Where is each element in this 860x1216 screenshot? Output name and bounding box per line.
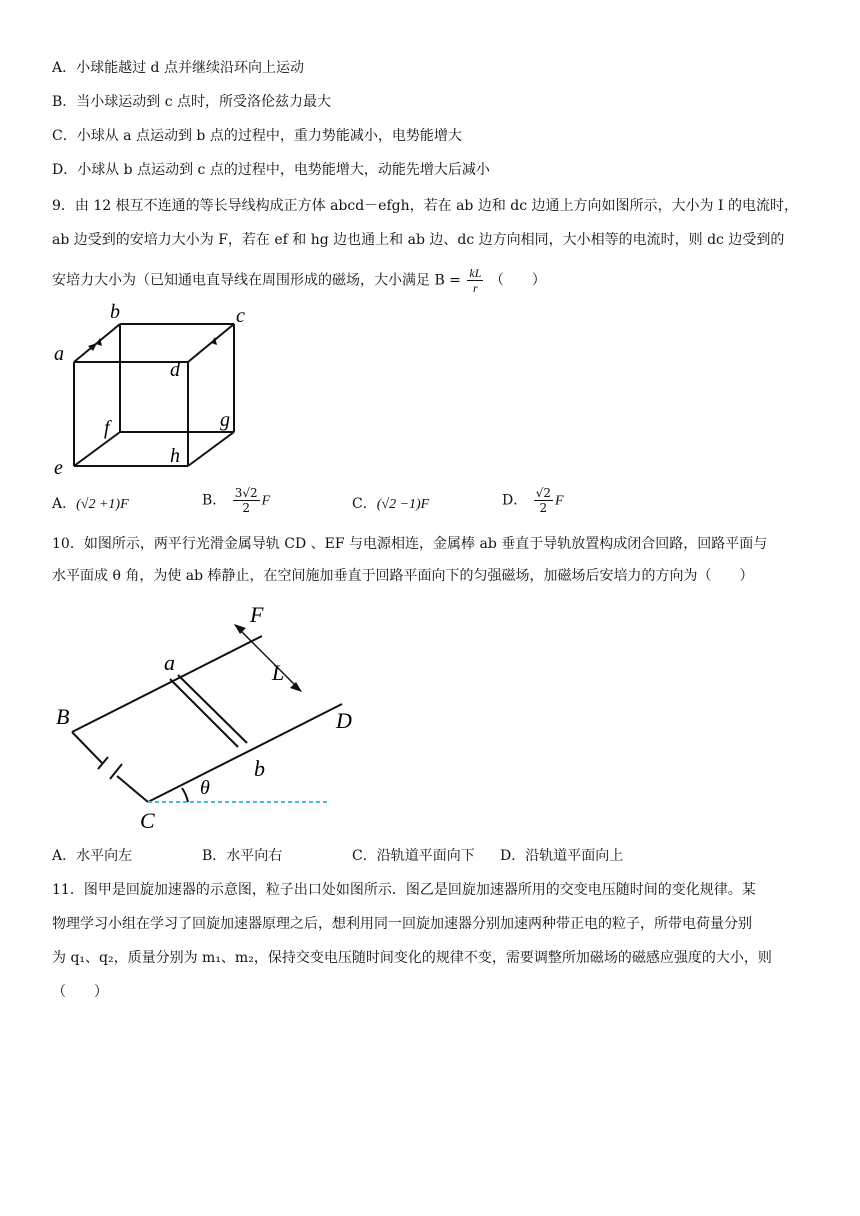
- label-b: b: [254, 756, 265, 781]
- q9-option-d-tail: F: [554, 493, 564, 509]
- label-D: D: [336, 708, 352, 733]
- q8-option-b: B．当小球运动到 c 点时，所受洛伦兹力最大: [52, 94, 332, 110]
- label-L: L: [272, 660, 285, 685]
- q9-option-c-expr: (√2 −1)F: [376, 497, 430, 512]
- q9-option-c-label: C．: [352, 496, 377, 512]
- q9-option-b: [202, 486, 270, 515]
- q9-option-d-label: D．: [502, 492, 528, 509]
- label-a: a: [54, 343, 64, 365]
- q8-option-a: A．小球能越过 d 点并继续沿环向上运动: [52, 60, 304, 76]
- wire-battery-c: [117, 776, 148, 802]
- q9-option-b-tail: F: [261, 493, 271, 509]
- l-arrow-bottom: [290, 682, 302, 692]
- q9-option-a-label: A．: [52, 496, 77, 512]
- q9-option-a: [52, 494, 129, 515]
- battery-plate-2: [110, 764, 122, 779]
- q11-stem-line2: 物理学习小组在学习了回旋加速器原理之后，想利用同一回旋加速器分别加速两种带正电的粒子，所带电荷量分别: [52, 916, 752, 932]
- q11-stem-line4: （ ）: [52, 984, 108, 1000]
- q8-option-c: C．小球从 a 点运动到 b 点的过程中，重力势能减小，电势能增大: [52, 128, 462, 144]
- q10-option-a: A．水平向左: [52, 848, 133, 864]
- label-d: d: [170, 359, 180, 381]
- q11-stem-line3: 为 q₁、q₂，质量分别为 m₁、m₂，保持交变电压随时间变化的规律不变，需要调整所加磁场的磁感应强度的大小，则: [52, 950, 772, 966]
- q9-option-d-numerator: √2: [535, 486, 551, 500]
- label-f: f: [104, 417, 110, 439]
- q9-option-c: [352, 494, 429, 515]
- edge-hg: [188, 432, 234, 466]
- q10-option-b: B．水平向右: [202, 848, 283, 864]
- q9-stem-line2: ab 边受到的安培力大小为 F，若在 ef 和 hg 边也通上和 ab 边、dc 边方向相同，大小相等的电流时，则 dc 边受到的: [52, 232, 785, 248]
- q9-stem-line3: [52, 266, 546, 295]
- label-e: e: [54, 457, 63, 478]
- label-h: h: [170, 445, 180, 467]
- q10-option-d: D．沿轨道平面向上: [500, 848, 624, 864]
- edge-ef: [74, 432, 120, 466]
- q9-option-d-denominator: 2: [539, 501, 548, 515]
- q9-stem-line1: 9．由 12 根互不连通的等长导线构成正方体 abcd－efgh，若在 ab 边和 dc 边通上方向如图所示，大小为 I 的电流时，: [52, 198, 798, 214]
- rail-cd: [148, 704, 342, 802]
- label-F: F: [250, 602, 264, 627]
- label-b: b: [110, 301, 120, 323]
- q11-stem-line1: 11．图甲是回旋加速器的示意图，粒子出口处如图所示．图乙是回旋加速器所用的交变电压随时间的变化规律。某: [52, 882, 756, 898]
- q9-stem-line3-suffix: （ ）: [489, 272, 546, 289]
- label-theta: θ: [200, 777, 210, 799]
- q9-formula-denominator: r: [473, 281, 478, 295]
- label-c: c: [236, 305, 245, 327]
- wire-b-battery: [72, 732, 102, 763]
- cube-figure: [48, 300, 258, 478]
- distance-l-line: [235, 625, 300, 690]
- q9-option-d-fraction: [534, 486, 553, 515]
- label-C: C: [140, 808, 155, 833]
- q9-option-b-denominator: 2: [242, 501, 251, 515]
- q10-option-c: C．沿轨道平面向下: [352, 848, 475, 864]
- l-arrow-top: [234, 624, 246, 634]
- q9-formula-fraction: [467, 266, 483, 295]
- q9-option-a-expr: (√2 +1)F: [76, 497, 129, 512]
- label-B: B: [56, 704, 70, 729]
- q10-stem-line1: 10．如图所示，两平行光滑金属导轨 CD 、EF 与电源相连，金属棒 ab 垂直于导轨放置构成闭合回路，回路平面与: [52, 536, 768, 552]
- label-g: g: [220, 409, 230, 431]
- theta-arc: [182, 788, 188, 802]
- q9-formula-numerator: kL: [469, 266, 482, 280]
- q10-stem-line2: 水平面成 θ 角，为使 ab 棒静止，在空间施加垂直于回路平面向下的匀强磁场，加磁场后安培力的方向为（ ）: [52, 568, 754, 584]
- q9-option-b-numerator: 3√2: [234, 486, 258, 500]
- q9-option-d: [502, 486, 564, 515]
- q9-option-b-label: B．: [202, 492, 227, 509]
- battery-plate-1: [98, 757, 108, 769]
- q9-stem-line3-prefix: 安培力大小为（已知通电直导线在周围形成的磁场，大小满足 B =: [52, 272, 461, 289]
- rod-ab-1: [170, 679, 238, 747]
- rod-ab-2: [178, 675, 247, 743]
- label-a: a: [164, 650, 175, 675]
- q9-option-b-fraction: [233, 486, 260, 515]
- rail-figure: [50, 598, 370, 834]
- q8-option-d: D．小球从 b 点运动到 c 点的过程中，电势能增大，动能先增大后减小: [52, 162, 490, 178]
